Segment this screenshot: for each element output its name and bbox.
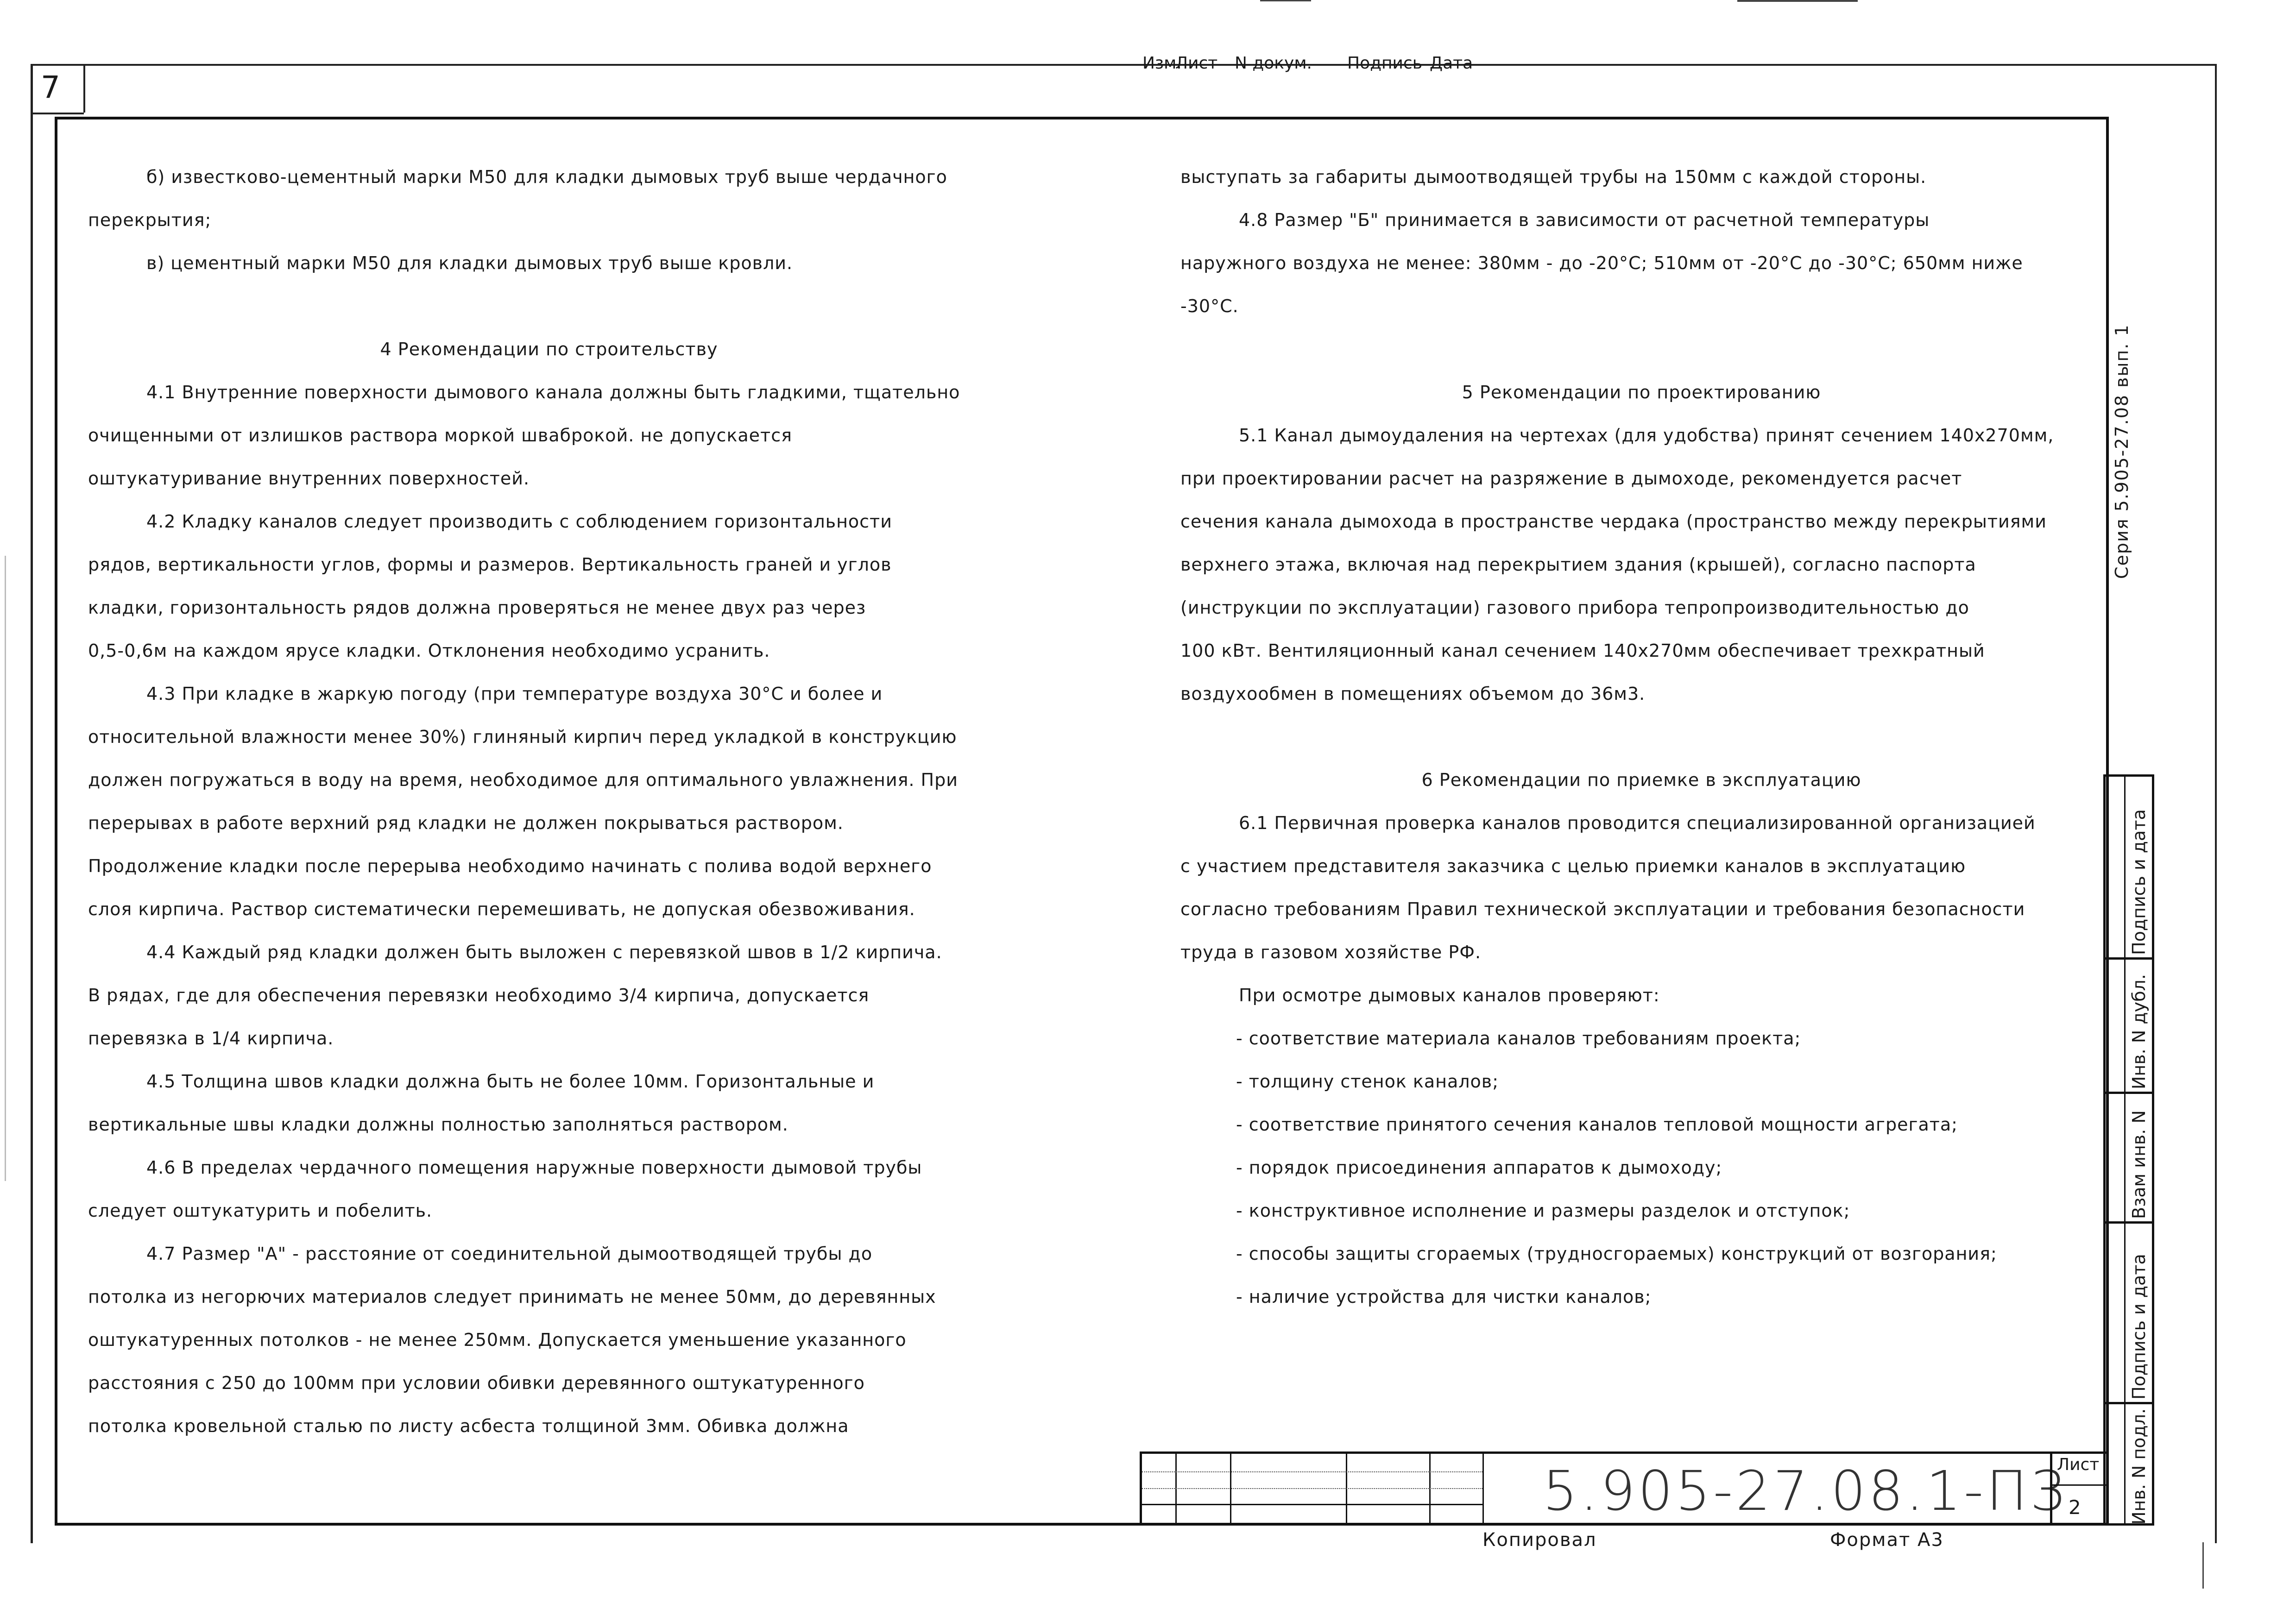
right-column-line: - наличие устройства для чистки каналов; [1236,1287,1652,1307]
right-column-line: -30°С. [1180,296,1239,316]
left-column-line: 4.5 Толщина швов кладки должна быть не более 10мм. Горизонтальные и [146,1071,875,1092]
right-column-line: 4.8 Размер "Б" принимается в зависимости от расчетной температуры [1239,210,1930,230]
left-column-line: слоя кирпича. Раствор систематически перемешивать, не допуская обезвоживания. [88,899,915,919]
side-cell-vzam-inv [2125,1096,2153,1219]
right-column-line: - порядок присоединения аппаратов к дымоходу; [1236,1157,1722,1178]
right-column-line: 100 кВт. Вентиляционный канал сечением 140х270мм обеспечивает трехкратный [1180,641,1985,661]
stamp-col-line [1230,1454,1231,1526]
left-column-line: должен погружаться в воду на время, необходимое для оптимального увлажнения. При [88,770,958,790]
right-column-line: наружного воздуха не менее: 380мм - до -20°С; 510мм от -20°С до -30°С; 650мм ниже [1180,253,2023,273]
right-column-line: (инструкции по эксплуатации) газового прибора тепропроизводительностью до [1180,597,1969,618]
side-cell-podpis-bottom [2125,1226,2153,1400]
right-text-column [1180,156,2102,1319]
side-table-separator [2106,1092,2152,1094]
left-column-line: перерывах в работе верхний ряд кладки не должен покрываться раствором. [88,813,844,833]
side-label-inv-podl: Инв. N подл. [2129,1408,2149,1525]
left-column-line: оштукатуривание внутренних поверхностей. [88,468,530,489]
scan-mark [1737,0,1858,2]
left-column-line: потолка из негорючих материалов следует принимать не менее 50мм, до деревянных [88,1287,936,1307]
page-number-box-bottom [31,113,84,114]
right-column-line: при проектировании расчет на разряжение в дымоходе, рекомендуется расчет [1180,468,1962,489]
left-column-line: 4.6 В пределах чердачного помещения наружные поверхности дымовой трубы [146,1157,922,1178]
footer-copied: Копировал [1482,1529,1597,1551]
stamp-row-line [1142,1504,1482,1505]
left-column-line: 4.3 При кладке в жаркую погоду (при температуре воздуха 30°С и более и [146,684,883,704]
stamp-col-line [1482,1454,1484,1526]
page-number: 7 [41,69,60,105]
left-column-line: 4.1 Внутренние поверхности дымового канала должны быть гладкими, тщательно [146,382,960,402]
stamp-label-n-dokum: N докум. [1235,54,1312,73]
left-column-line: в) цементный марки М50 для кладки дымовых труб выше кровли. [146,253,793,273]
stamp-label-data: Дата [1430,54,1473,73]
left-column-line: 4 Рекомендации по строительству [380,339,718,359]
left-column-line: следует оштукатурить и побелить. [88,1200,433,1221]
left-column-line: вертикальные швы кладки должны полностью заполняться раствором. [88,1114,788,1135]
right-column-line: воздухообмен в помещениях объемом до 36м3. [1180,684,1646,704]
side-label-podpis-data-bottom: Подпись и дата [2129,1254,2149,1400]
left-column-line: перевязка в 1/4 кирпича. [88,1028,334,1049]
right-column-line: - соответствие принятого сечения каналов тепловой мощности агрегата; [1236,1114,1958,1135]
left-column-line: 0,5-0,6м на каждом ярусе кладки. Отклонения необходимо усранить. [88,641,770,661]
right-column-line: 5.1 Канал дымоудаления на чертехах (для удобства) принят сечением 140х270мм, [1239,425,2054,446]
left-column-line: потолка кровельной сталью по листу асбеста толщиной 3мм. Обивка должна [88,1416,849,1436]
left-text-column [88,156,1010,1448]
right-column-line: согласно требованиям Правил технической эксплуатации и требования безопасности [1180,899,2025,919]
side-cell-inv-dubl [2125,962,2153,1089]
right-column-line: с участием представителя заказчика с целью приемки каналов в эксплуатацию [1180,856,1966,876]
right-column-line: - конструктивное исполнение и размеры разделок и отступок; [1236,1200,1850,1221]
left-column-line: б) известково-цементный марки М50 для кладки дымовых труб выше чердачного [146,167,947,187]
side-cell-inv-podl [2125,1407,2153,1525]
stamp-label-podpis: Подпись [1347,54,1422,73]
right-column-line [1180,328,2102,371]
right-column-line [1180,716,2102,759]
left-column-line: Продолжение кладки после перерыва необходимо начинать с полива водой верхнего [88,856,932,876]
left-column-line: 4.4 Каждый ряд кладки должен быть выложен с перевязкой швов в 1/2 кирпича. [146,942,942,962]
left-column-line: относительной влажности менее 30%) глиняный кирпич перед укладкой в конструкцию [88,727,957,747]
right-column-line: - толщину стенок каналов; [1236,1071,1499,1092]
stamp-label-list: Лист [1175,54,1218,73]
left-column-line: перекрытия; [88,210,212,230]
stamp-row-line [1142,1471,1482,1472]
side-approval-table [2103,774,2154,1526]
left-column-line [88,285,1010,328]
right-column-line: 6.1 Первичная проверка каналов проводится специализированной организацией [1239,813,2036,833]
stamp-col-line [1346,1454,1347,1526]
right-column-line: верхнего этажа, включая над перекрытием здания (крышей), согласно паспорта [1180,554,1976,575]
left-column-line: 4.7 Размер "А" - расстояние от соединительной дымоотводящей трубы до [146,1244,873,1264]
page-number-box-divider [83,64,85,113]
sheet-number-box-divider [2050,1484,2109,1486]
right-column-line: выступать за габариты дымоотводящей трубы на 150мм с каждой стороны. [1180,167,1927,187]
scan-mark [2202,1542,2204,1589]
stamp-col-line [1175,1454,1177,1526]
right-column-line: При осмотре дымовых каналов проверяют: [1239,985,1660,1005]
right-column-line: 5 Рекомендации по проектированию [1462,382,1821,402]
right-column-line: 6 Рекомендации по приемке в эксплуатацию [1421,770,1861,790]
footer-format: Формат А3 [1830,1529,1944,1551]
left-column-line: 4.2 Кладку каналов следует производить с соблюдением горизонтальности [146,511,892,532]
right-column-line: - способы защиты сгораемых (трудносгораемых) конструкций от возгорания; [1236,1244,1997,1264]
document-code: 5.905-27.08.1-ПЗ [1543,1459,2068,1523]
left-column-line: расстояния с 250 до 100мм при условии обивки деревянного оштукатуренного [88,1373,865,1393]
side-label-podpis-data-top: Подпись и дата [2129,809,2149,955]
right-column-line: - соответствие материала каналов требованиям проекта; [1236,1028,1801,1049]
side-label-inv-dubl: Инв. N дубл. [2129,974,2149,1089]
side-table-separator [2106,1402,2152,1404]
scan-mark [5,556,6,1181]
stamp-label-izm: Изм. [1142,54,1182,73]
side-cell-podpis-top [2125,781,2153,955]
left-column-line: кладки, горизонтальность рядов должна проверяться не менее двух раз через [88,597,866,618]
sheet-number: 2 [2069,1496,2081,1519]
side-table-separator [2106,957,2152,960]
stamp-row-line [1142,1488,1482,1489]
stamp-col-line [1429,1454,1431,1526]
left-column-line: В рядах, где для обеспечения перевязки необходимо 3/4 кирпича, допускается [88,985,870,1005]
scan-mark [1260,0,1311,1]
side-table-separator [2106,1221,2152,1224]
sheet-label: Лист [2057,1455,2100,1474]
left-column-line: оштукатуренных потолков - не менее 250мм. Допускается уменьшение указанного [88,1330,907,1350]
right-column-line: сечения канала дымохода в пространстве чердака (пространство между перекрытиями [1180,511,2047,532]
right-column-line: труда в газовом хозяйстве РФ. [1180,942,1482,962]
left-column-line: рядов, вертикальности углов, формы и размеров. Вертикальность граней и углов [88,554,892,575]
left-column-line: очищенными от излишков раствора моркой шваброкой. не допускается [88,425,792,446]
series-label: Серия 5.905-27.08 вып. 1 [2112,324,2132,579]
side-label-vzam-inv: Взам инв. N [2129,1110,2149,1219]
